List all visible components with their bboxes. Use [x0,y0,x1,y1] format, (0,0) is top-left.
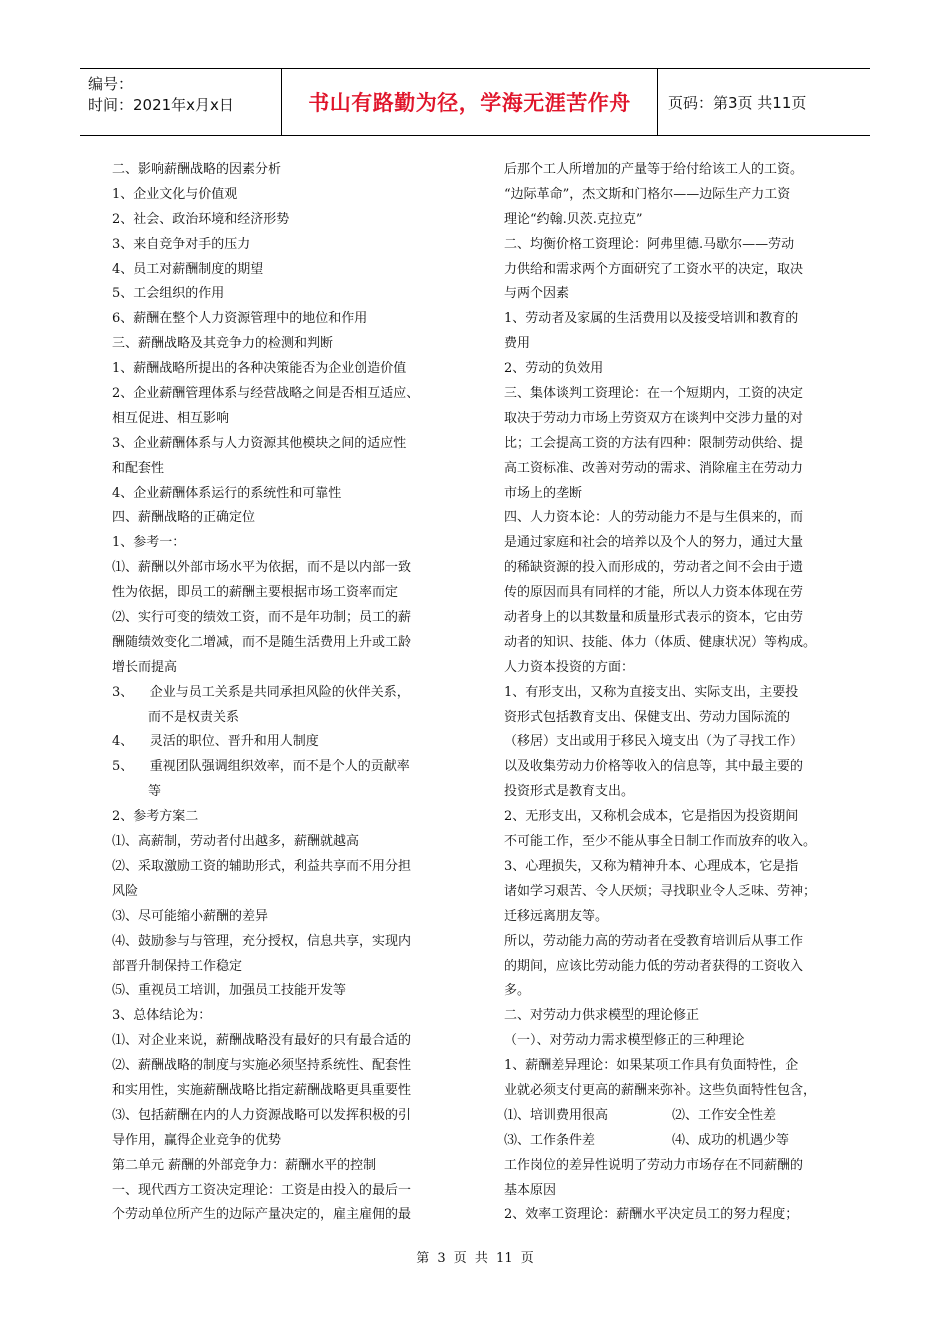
text-line: 1、参考一： [112,535,186,551]
page-footer: 第 3 页 共 11 页 [416,1251,534,1266]
text-line: 基本原因 [504,1182,557,1198]
text-line: 3、 企业与员工关系是共同承担风险的伙伴关系， [112,684,410,700]
text-line: 比；工会提高工资的方法有四种：限制劳动供给、提 [504,435,804,451]
header-meta [80,69,282,135]
text-line: 增长而提高 [112,659,178,675]
document-date-label: 时间：2021年x月x日 [88,96,234,114]
text-line: 3、企业薪酬体系与人力资源其他模块之间的适应性 [112,435,407,451]
text-line: ⑴、培训费用很高 [504,1107,609,1123]
text-line: 三、薪酬战略及其竞争力的检测和判断 [112,336,334,352]
text-line: 2、劳动的负效用 [504,361,604,377]
text-line: 2、企业薪酬管理体系与经营战略之间是否相互适应、 [112,386,420,402]
document-number-label: 编号： [88,75,134,93]
text-line: 传的原因而具有同样的才能，所以人力资本体现在劳 [504,585,804,601]
text-line: 2、社会、政治环境和经济形势 [112,211,290,227]
text-line: 而不是权责关系 [148,709,240,725]
text-line: “边际革命”，杰文斯和门格尔——边际生产力工资 [504,186,791,202]
text-line: 动者身上的以其数量和质量形式表示的资本，它由劳 [504,610,804,626]
text-line: 4、企业薪酬体系运行的系统性和可靠性 [112,485,342,501]
text-line: ⑵、薪酬战略的制度与实施必须坚持系统性、配套性 [112,1058,412,1074]
page-header [80,68,870,136]
text-line: ⑵、工作安全性差 [672,1107,777,1123]
text-line: 性为依据，即员工的薪酬主要根据市场工资率而定 [112,585,399,601]
text-line: 市场上的垄断 [504,485,583,501]
text-line: 2、无形支出，又称机会成本，它是指因为投资期间 [504,809,799,825]
text-line: ⑶、包括薪酬在内的人力资源战略可以发挥积极的引 [112,1107,412,1123]
text-line: ⑸、重视员工培训，加强员工技能开发等 [112,983,347,999]
text-line: ⑶、尽可能缩小薪酬的差异 [112,908,269,924]
text-line: 4、员工对薪酬制度的期望 [112,261,264,277]
text-line: 6、薪酬在整个人力资源管理中的地位和作用 [112,311,368,327]
right-column [504,158,842,1228]
text-line: 2、效率工资理论：薪酬水平决定员工的努力程度； [504,1207,799,1223]
text-line-pair [504,1104,842,1129]
text-line: 4、 灵活的职位、晋升和用人制度 [112,734,319,750]
text-line: ⑵、采取激励工资的辅助形式，利益共享而不用分担 [112,858,412,874]
text-line: 三、集体谈判工资理论：在一个短期内，工资的决定 [504,386,804,402]
text-line: ⑶、工作条件差 [504,1132,596,1148]
text-line: 二、对劳动力供求模型的理论修正 [504,1008,700,1024]
text-line: 理论“约翰.贝茨.克拉克” [504,211,643,227]
text-line: 所以，劳动能力高的劳动者在受教育培训后从事工作 [504,933,804,949]
text-line: 5、工会组织的作用 [112,286,225,302]
text-line: 导作用，赢得企业竞争的优势 [112,1132,282,1148]
text-line: 1、企业文化与价值观 [112,186,238,202]
text-line: ⑴、高薪制，劳动者付出越多，薪酬就越高 [112,834,360,850]
header-page-label: 页码：第3页 共11页 [668,93,807,112]
text-line: 5、 重视团队强调组织效率，而不是个人的贡献率 [112,759,410,775]
text-line: 资形式包括教育支出、保健支出、劳动力国际流的 [504,709,791,725]
text-line: ⑷、鼓励参与与管理，充分授权，信息共享，实现内 [112,933,412,949]
text-line: 人力资本投资的方面： [504,659,635,675]
text-line: 费用 [504,336,531,352]
text-line: 第二单元 薪酬的外部竞争力：薪酬水平的控制 [112,1157,377,1173]
text-line: ⑷、成功的机遇少等 [672,1132,790,1148]
text-line: 取决于劳动力市场上劳资双方在谈判中交涉力量的对 [504,410,804,426]
text-line: 力供给和需求两个方面研究了工资水平的决定，取决 [504,261,804,277]
text-line: 二、影响薪酬战略的因素分析 [112,162,282,177]
text-line: 3、心理损失，又称为精神升本、心理成本，它是指 [504,858,799,874]
text-line: 是通过家庭和社会的培养以及个人的努力，通过大量 [504,535,804,551]
text-line: 后那个工人所增加的产量等于给付给该工人的工资。 [504,162,804,177]
text-line: 以及收集劳动力价格等收入的信息等，其中最主要的 [504,759,804,775]
left-column [112,158,454,1228]
text-line: 部晋升制保持工作稳定 [112,958,243,974]
text-line: 四、薪酬战略的正确定位 [112,510,256,526]
text-line: 2、参考方案二 [112,809,199,825]
text-line: 高工资标准、改善对劳动的需求、消除雇主在劳动力 [504,460,804,476]
header-motto: 书山有路勤为径，学海无涯苦作舟 [282,69,658,135]
text-line: 3、来自竞争对手的压力 [112,236,251,252]
text-line: 的期间，应该比劳动能力低的劳动者获得的工资收入 [504,958,804,974]
text-line: 风险 [112,883,139,899]
text-line: 3、总体结论为： [112,1008,212,1024]
text-line: 的稀缺资源的投入而形成的，劳动者之间不会由于遗 [504,560,804,576]
text-line: （一）、对劳动力需求模型修正的三种理论 [504,1033,745,1049]
text-line: 投资形式是教育支出。 [504,784,635,800]
text-line: 业就必须支付更高的薪酬来弥补。这些负面特性包含， [504,1082,817,1098]
text-line: 迁移远离朋友等。 [504,908,609,924]
text-line: 四、人力资本论：人的劳动能力不是与生俱来的，而 [504,510,804,526]
text-line: 等 [148,784,162,800]
text-line: 和配套性 [112,460,165,476]
text-line: 多。 [504,983,531,999]
text-line: （移居）支出或用于移民入境支出（为了寻找工作） [504,734,804,750]
text-line: 个劳动单位所产生的边际产量决定的，雇主雇佣的最 [112,1207,412,1223]
text-line: 二、均衡价格工资理论：阿弗里德.马歇尔——劳动 [504,236,795,252]
text-line: ⑵、实行可变的绩效工资，而不是年功制；员工的薪 [112,610,412,626]
text-line-pair [504,1129,842,1154]
text-line: ⑴、薪酬以外部市场水平为依据，而不是以内部一致 [112,560,412,576]
text-line: 诸如学习艰苦、令人厌烦；寻找职业令人乏味、劳神； [504,883,817,899]
text-line: 动者的知识、技能、体力（体质、健康状况）等构成。 [504,634,817,650]
text-line: 1、薪酬差异理论：如果某项工作具有负面特性，企 [504,1058,799,1074]
text-line: 和实用性，实施薪酬战略比指定薪酬战略更具重要性 [112,1082,412,1098]
text-line: 与两个因素 [504,286,570,302]
text-line: 1、有形支出，又称为直接支出、实际支出，主要投 [504,684,799,700]
text-line: 工作岗位的差异性说明了劳动力市场存在不同薪酬的 [504,1157,804,1173]
text-line: 酬随绩效变化二增减，而不是随生活费用上升或工龄 [112,634,412,650]
text-line: ⑴、对企业来说，薪酬战略没有最好的只有最合适的 [112,1033,412,1049]
text-line: 1、薪酬战略所提出的各种决策能否为企业创造价值 [112,361,407,377]
text-line: 1、劳动者及家属的生活费用以及接受培训和教育的 [504,311,799,327]
text-line: 相互促进、相互影响 [112,410,230,426]
text-line: 不可能工作，至少不能从事全日制工作而放弃的收入。 [504,834,817,850]
text-line: 一、现代西方工资决定理论：工资是由投入的最后一 [112,1182,412,1198]
